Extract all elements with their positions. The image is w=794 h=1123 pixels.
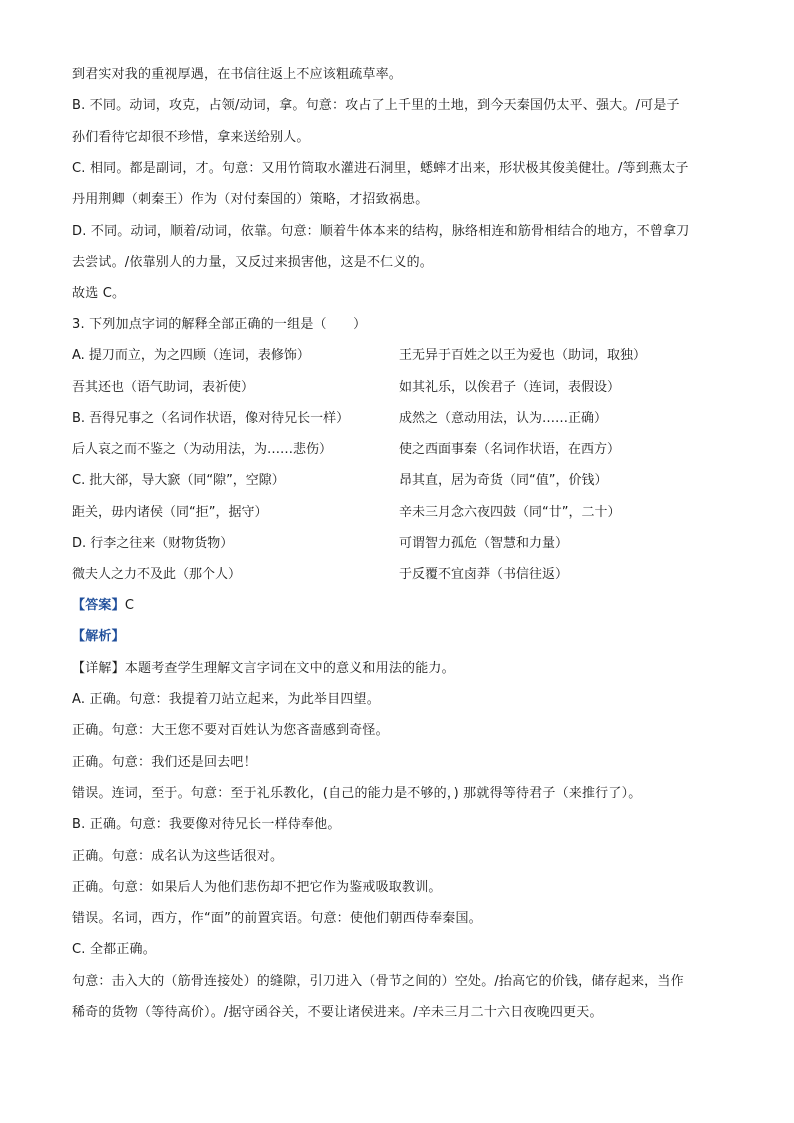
option-item: 微夫人之力不及此（那个人） bbox=[72, 567, 242, 582]
explanation-line: 句意：击入大的（筋骨连接处）的缝隙，引刀进入（骨节之间的）空处。/抬高它的价钱，储存起来，当作 bbox=[72, 974, 684, 989]
explanation-line: 稀奇的货物（等待高价）。/据守函谷关，不要让诸侯进来。/辛未三月二十六日夜晚四更天。 bbox=[72, 1005, 603, 1020]
detail-label: 【详解】 bbox=[72, 661, 125, 676]
text-line: 故选 C。 bbox=[72, 286, 126, 301]
detail-text: 本题考查学生理解文言字词在文中的意义和用法的能力。 bbox=[124, 661, 455, 676]
explanation-line: 正确。句意：如果后人为他们悲伤却不把它作为鉴戒吸取教训。 bbox=[72, 880, 442, 895]
text-line: C. 相同。都是副词，才。句意：又用竹筒取水灌进石洞里，蟋蟀才出来，形状极其俊美健壮。/等到燕太子 bbox=[72, 161, 689, 176]
option-item: 距关，毋内诸侯（同“拒”，据守） bbox=[72, 505, 268, 520]
analysis-line bbox=[72, 628, 125, 646]
detail-line bbox=[72, 660, 455, 678]
text-line: B. 不同。动词，攻克，占领/动词，拿。句意：攻占了上千里的土地，到今天秦国仍太平、强大。/可是子 bbox=[72, 98, 680, 113]
option-item: 后人哀之而不鉴之（为动用法，为……悲伤） bbox=[72, 442, 333, 457]
option-item: 昂其直，居为奇货（同“值”，价钱） bbox=[399, 473, 608, 488]
option-item: 使之西面事秦（名词作状语，在西方） bbox=[399, 442, 621, 457]
text-line: 到君实对我的重视厚遇，在书信往返上不应该粗疏草率。 bbox=[72, 67, 403, 82]
option-item: B. 吾得兄事之（名词作状语，像对待兄长一样） bbox=[72, 411, 350, 426]
option-item: C. 批大郤，导大窾（同“隙”，空隙） bbox=[72, 473, 285, 488]
option-item: 王无异于百姓之以王为爱也（助词，取独） bbox=[399, 348, 647, 363]
answer-line bbox=[72, 597, 134, 615]
explanation-line: 正确。句意：大王您不要对百姓认为您吝啬感到奇怪。 bbox=[72, 723, 389, 738]
text-line: 丹用荆卿（刺秦王）作为（对付秦国的）策略，才招致祸患。 bbox=[72, 192, 429, 207]
answer-value: C bbox=[124, 598, 135, 613]
explanation-line: 错误。连词，至于。句意：至于礼乐教化，(自己的能力是不够的，) 那就得等待君子（来推行了）。 bbox=[72, 786, 642, 801]
option-item: 吾其还也（语气助词，表祈使） bbox=[72, 380, 255, 395]
option-item: 于反覆不宜卤莽（书信往返） bbox=[399, 567, 569, 582]
explanation-line: A. 正确。句意：我提着刀站立起来，为此举目四望。 bbox=[72, 692, 380, 707]
text-line: 去尝试。/依靠别人的力量，又反过来损害他，这是不仁义的。 bbox=[72, 255, 433, 270]
option-item: 辛未三月念六夜四鼓（同“廿”，二十） bbox=[399, 505, 621, 520]
explanation-line: B. 正确。句意：我要像对待兄长一样侍奉他。 bbox=[72, 817, 341, 832]
text-line: 孙们看待它却很不珍惜，拿来送给别人。 bbox=[72, 130, 310, 145]
option-item: D. 行李之往来（财物货物） bbox=[72, 536, 234, 551]
option-item: 如其礼乐，以俟君子（连词，表假设） bbox=[399, 380, 621, 395]
option-item: A. 提刀而立，为之四顾（连词，表修饰） bbox=[72, 348, 310, 363]
text-line: D. 不同。动词，顺着/动词，依靠。句意：顺着牛体本来的结构，脉络相连和筋骨相结合的地方，不曾拿刀 bbox=[72, 224, 690, 239]
explanation-line: 正确。句意：我们还是回去吧！ bbox=[72, 755, 257, 770]
question-stem: 3. 下列加点字词的解释全部正确的一组是（ ） bbox=[72, 317, 367, 332]
option-item: 可谓智力孤危（智慧和力量） bbox=[399, 536, 569, 551]
explanation-line: C. 全都正确。 bbox=[72, 942, 156, 957]
option-item: 成然之（意动用法，认为……正确） bbox=[399, 411, 608, 426]
analysis-label: 【解析】 bbox=[72, 629, 125, 644]
answer-label: 【答案】 bbox=[72, 598, 125, 613]
explanation-line: 正确。句意：成名认为这些话很对。 bbox=[72, 849, 284, 864]
explanation-line: 错误。名词，西方，作“面”的前置宾语。句意：使他们朝西侍奉秦国。 bbox=[72, 911, 482, 926]
